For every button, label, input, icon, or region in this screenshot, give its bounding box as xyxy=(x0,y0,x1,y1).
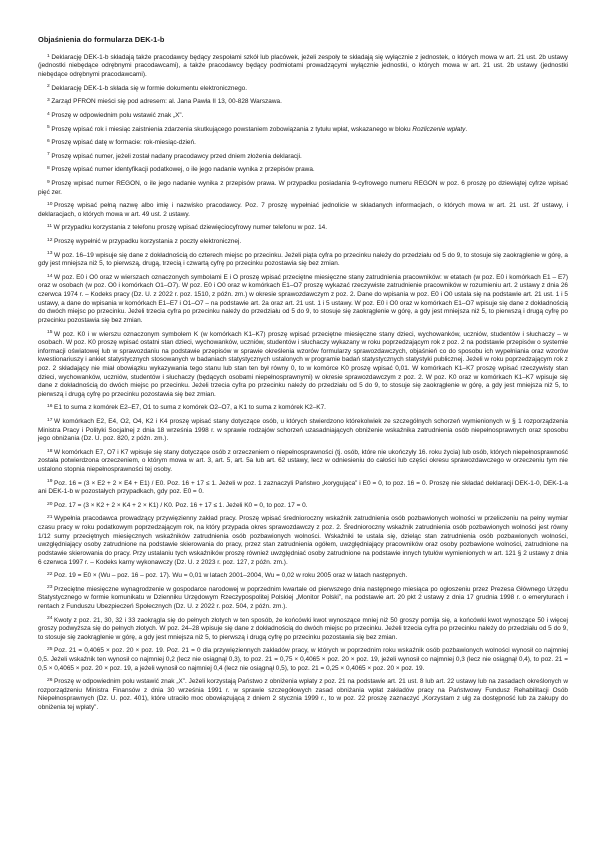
footnote-paragraph xyxy=(38,126,568,135)
footnote-paragraph xyxy=(38,252,568,269)
footnote-paragraph xyxy=(38,404,568,413)
footnote-paragraph xyxy=(38,139,568,148)
footnote-text: Proszę w odpowiednim polu wstawić znak „X”. xyxy=(51,111,184,119)
footnote-marker: 16 xyxy=(47,404,53,410)
footnote-marker: 20 xyxy=(47,501,53,507)
footnote-text: Przeciętne miesięczne wynagrodzenie w gospodarce narodowej w poprzednim kwartale od pierwszego dnia następnego miesiąca po ogłoszeniu przez Prezesa Głównego Urzędu Statystycznego w formie komunikatu w Dzienniku Urzędowym Rzeczypospolitej Polskiej „Monitor Polski”, na podstawie art. 20 pkt 2 ustawy z dnia 17 grudnia 1998 r. o emeryturach i rentach z Funduszu Ubezpieczeń Społecznych (Dz. U. z 2022 r. poz. 504, z późn. zm.). xyxy=(38,585,568,610)
footnote-paragraph xyxy=(38,449,568,475)
footnote-text: Deklarację DEK-1-b składają także pracodawcy będący zespołami szkół lub placówek, jeżeli zespoły te składają się wyłącznie z jednostek, o których mowa w art. 21 ust. 2b ustawy (jednostki niebędące odrębnymi pracodawcami), a także pracodawcy będący podmiotami prowadzącymi wyłącznie jednostki, o których mowa w art. 21 ust. 2b ustawy (jednostki niebędące odrębnymi pracodawcami). xyxy=(38,53,568,79)
footnote-paragraph xyxy=(38,202,568,219)
footnote-text: Poz. 21 = 0,4065 × poz. 20 × poz. 19. Poz. 21 = 0 dla przywięziennych zakładów pracy, w których w poprzednim roku wskaźnik osób pozbawionych wolności wynosił co najmniej 0,5. Jeżeli wskaźnik ten wynosił co najmniej 0,2 (lecz nie osiągnął 0,3), to poz. 21 = 0,75 × 0,4065 × poz. 20 × poz. 19, jeżeli wynosił co najmniej 0,3 (lecz nie osiągnął 0,4), to poz. 21 = 0,5 × 0,4065 × poz. 20 × poz. 19, a jeżeli wynosił co najmniej 0,4 (lecz nie osiągnął 0,5), to poz. 21 = 0,25 × 0,4065 × poz. 20 × poz. 19. xyxy=(38,647,568,672)
footnote-text: W komórkach E7, O7 i K7 wpisuje się stany dotyczące osób z orzeczeniem o niepełnosprawności (tj. osób, które nie ukończyły 16. roku życia) lub osób, których niepełnosprawność została potwierdzona orzeczeniem, o którym mowa w art. 3, art. 5, art. 5a lub art. 62 ustawy, lecz w odniesieniu do całości lub części okresu sprawozdawczego w orzeczeniu tym nie ustalono stopnia niepełnosprawności tej osoby. xyxy=(38,448,568,474)
footnote-text: Proszę wpisać rok i miesiąc zaistnienia zdarzenia skutkującego powstaniem zobowiązania z tytułu wpłat, wskazanego w bloku xyxy=(51,125,413,133)
footnote-text: Poz. 19 = E0 × (Wu – poz. 16 – poz. 17). Wu = 0,01 w latach 2001–2004, Wu = 0,02 w roku 2005 oraz w latach następnych. xyxy=(54,572,408,580)
footnote-marker: 10 xyxy=(47,201,53,207)
footnote-paragraph xyxy=(38,54,568,80)
footnote-paragraph xyxy=(38,502,568,511)
footnote-paragraph xyxy=(38,180,568,197)
footnote-text: Deklarację DEK-1-b składa się w formie dokumentu elektronicznego. xyxy=(51,84,248,92)
footnote-text: Poz. 16 = (3 × E2 + 2 × E4 + E1) / E0. Poz. 16 + 17 ≤ 1. Jeżeli w poz. 1 zaznaczyli Państwo „korygująca” i E0 = 0, to poz. 16 = 0. Proszę nie składać deklaracji DEK-1-0, DEK-1-a ani DEK-1-b w pozostałych przypadkach, gdy poz. E0 = 0. xyxy=(38,479,568,496)
footnote-emphasis: Rozliczenie wpłaty xyxy=(412,125,466,133)
footnote-text: Proszę w odpowiednim polu wstawić znak „X”. Jeżeli korzystają Państwo z obniżenia wpłaty z poz. 21 na podstawie art. 21 ust. 8 lub art. 22 ustawy lub na zasadach określonych w rozporządzeniu Ministra Finansów z dnia 30 września 1991 r. w sprawie szczegółowych zasad obniżania wpłat zakładów pracy na Państwowy Fundusz Rehabilitacji Osób Niepełnosprawnych (Dz. U. poz. 401), które utraciło moc obowiązującą z dniem 2 stycznia 1999 r., to w poz. 22 proszę zaznaczyć „Korzystam z ulg za dostępność lub za zakupy do obniżenia tej wpłaty”. xyxy=(38,678,568,712)
footnote-paragraph xyxy=(38,224,568,233)
footnote-marker: 1 xyxy=(47,53,50,59)
footnote-paragraph xyxy=(38,85,568,94)
footnote-marker: 19 xyxy=(47,479,53,485)
footnote-paragraph xyxy=(38,112,568,121)
footnote-text: Kwoty z poz. 21, 30, 32 i 33 zaokrągla się do pełnych złotych w ten sposób, że końcówki kwot wynoszące mniej niż 50 groszy pomija się, a końcówki kwot wynoszące 50 i więcej groszy podwyższa się do pełnych złotych. W poz. 24–28 wpisuje się dane z dokładnością do dwóch miejsc po przecinku. Jeżeli trzecia cyfra po przecinku należy do przedziału od 5 do 9, to stosuje się zaokrąglenie w górę, a gdy jest mniejsza niż 5, to pierwszą i drugą cyfrę po przecinku pozostawia się bez zmian. xyxy=(38,616,568,641)
footnote-marker: 9 xyxy=(47,179,50,185)
footnote-text: Wypełnia pracodawca prowadzący przywięzienny zakład pracy. Proszę wpisać średnioroczny wskaźnik zatrudnienia osób pozbawionych wolności w przeliczeniu na pełny wymiar czasu pracy w roku podatkowym poprzedzającym rok, na który przypada okres sprawozdawczy z poz. 2. Średnioroczny wskaźnik zatrudnienia osób pozbawionych wolności jest równy 1/12 sumy przeciętnych miesięcznych wskaźników zatrudnienia osób pozbawionych wolności. Wskaźniki te ustala się, dzieląc stan zatrudnienia osób pozbawionych wolności, uwzględniający osoby zatrudnione na podstawie skierowania do pracy, przez stan zatrudnienia ogółem, uwzględniający pracowników oraz osoby pozbawione wolności, zatrudnione na podstawie skierowania do pracy. Przy ustalaniu tych wskaźników proszę również uwzględniać osoby zatrudnione na podstawie innych tytułów wymienionych w art. 121 § 2 ustawy z dnia 6 czerwca 1997 r. – Kodeks karny wykonawczy (Dz. U. z 2023 r. poz. 127, z późn. zm.). xyxy=(38,515,568,566)
footnote-paragraph xyxy=(38,418,568,444)
footnote-text: W poz. K0 i w wierszu oznaczonym symbolem K (w komórkach K1–K7) proszę wpisać przeciętne miesięczne stany dzieci, wychowanków, uczniów, studentów i słuchaczy – w osobach. W poz. K0 proszę wpisać ostatni stan dzieci, wychowanków, uczniów, studentów i słuchaczy wykazany w roku poprzedzającym rok z poz. 2 na podstawie przepisów o systemie informacji oświatowej lub w sprawozdaniu na podstawie przepisów w sprawie określenia wzorów formularzy sprawozdawczych, objaśnień co do sposobu ich wypełniania oraz wzorów kwestionariuszy i ankiet statystycznych stosowanych w badaniach statystycznych ustalonych w programie badań statystycznych statystyki publicznej. Jeżeli w roku poprzedzającym rok z poz. 2 składający nie miał obowiązku wykazywania tego stanu lub stan ten był równy 0, to w komórce K0 proszę wpisać 0,01. W komórkach K1–K7 proszę wpisać rzeczywisty stan dzieci, wychowanków, uczniów, studentów i słuchaczy (będących osobami niepełnosprawnymi) w okresie sprawozdawczym z poz. 2. W poz. K0 oraz w komórkach K1–K7 wpisuje się dane z dokładnością do dwóch miejsc po przecinku. Jeżeli trzecia cyfra po przecinku należy do przedziału od 5 do 9, to stosuje się zaokrąglenie w górę, a gdy jest mniejsza niż 5, to pierwszą i drugą cyfrę po przecinku pozostawia się bez zmian. xyxy=(38,330,568,398)
footnote-text: Proszę wpisać numer identyfikacji podatkowej, o ile jego nadanie wynika z przepisów prawa. xyxy=(51,166,315,174)
footnote-paragraph xyxy=(38,166,568,175)
footnote-marker: 13 xyxy=(47,251,53,257)
footnote-paragraph xyxy=(38,480,568,497)
footnote-paragraph xyxy=(38,572,568,581)
footnote-marker: 17 xyxy=(47,417,53,423)
footnote-text: Proszę wpisać datę w formacie: rok-miesiąc-dzień. xyxy=(51,139,196,147)
footnote-paragraph xyxy=(38,515,568,567)
footnote-marker: 25 xyxy=(47,647,53,653)
footnote-marker: 3 xyxy=(47,98,50,104)
footnote-paragraph xyxy=(38,678,568,712)
footnote-marker: 6 xyxy=(47,138,50,144)
footnote-marker: 15 xyxy=(47,330,53,336)
footnote-marker: 4 xyxy=(47,111,50,117)
footnote-marker: 18 xyxy=(47,448,53,454)
footnote-text: Poz. 17 = (3 × K2 + 2 × K4 + 2 × K1) / K0. Poz. 16 + 17 ≤ 1. Jeżeli K0 = 0, to poz. 17 = 0. xyxy=(54,501,308,509)
footnote-paragraph xyxy=(38,586,568,612)
footnote-text: Zarząd PFRON mieści się pod adresem: al. Jana Pawła II 13, 00-828 Warszawa. xyxy=(51,98,282,106)
footnote-text: Proszę wypełnić w przypadku korzystania z poczty elektronicznej. xyxy=(54,238,242,246)
footnote-paragraph xyxy=(38,98,568,107)
footnote-marker: 7 xyxy=(47,152,50,158)
footnote-text: W przypadku korzystania z telefonu proszę wpisać dziewięciocyfrowy numer telefonu w poz. 14. xyxy=(53,224,328,232)
footnote-marker: 8 xyxy=(47,166,50,172)
footnote-text-tail: . xyxy=(465,125,468,133)
footnote-text: W poz. E0 i O0 oraz w wierszach oznaczonych symbolami E i O proszę wpisać przeciętne miesięczne stany zatrudnienia pracowników: w etatach (w poz. E0 i komórkach E1 – E7) oraz w osobach (w poz. O0 i komórkach O1–O7). W poz. E0 i O0 oraz w komórkach E1–O7 proszę wykazać rzeczywiste zatrudnienie pracowników w rozumieniu art. 2 ustawy z dnia 26 czerwca 1974 r. – Kodeks pracy (Dz. U. z 2022 r. poz. 1510, z późn. zm.) w okresie sprawozdawczym z poz. 2. Dane do wpisania w poz. E0 i O0 ustala się na podstawie art. 21 ust. 1 i 5 ustawy, a dane do wpisania w komórkach E1–E7 i O1–O7 – na podstawie art. 2a oraz art. 21 ust. 1 i 5 ustawy. W poz. E0 i O0 oraz w komórkach E1–O7 wpisuje się dane z dokładnością do dwóch miejsc po przecinku. Jeżeli trzecia cyfra po przecinku należy do przedziału od 5 do 9, to stosuje się zaokrąglenie w górę, a gdy jest mniejsza niż 5, to pierwszą i drugą cyfrę po przecinku pozostawia się bez zmian. xyxy=(38,273,568,324)
footnote-paragraph xyxy=(38,274,568,326)
footnote-text: Proszę wpisać pełną nazwę albo imię i nazwisko pracodawcy. Poz. 7 proszę wypełniać jednolicie w składanych informacjach, o których mowa w art. 21 ust. 2f ustawy, i deklaracjach, o których mowa w art. 49 ust. 2 ustawy. xyxy=(38,202,568,218)
footnote-text: W komórkach E2, E4, O2, O4, K2 i K4 proszę wpisać stany dotyczące osób, u których stwierdzono którekolwiek ze szczególnych schorzeń wymienionych w § 1 rozporządzenia Ministra Pracy i Polityki Socjalnej z dnia 18 września 1998 r. w sprawie rodzajów schorzeń uzasadniających obniżenie wskaźnika zatrudnienia osób niepełnosprawnych oraz sposobu jego obniżania (Dz. U. poz. 820, z późn. zm.). xyxy=(38,417,568,443)
footnote-text: W poz. 16–19 wpisuje się dane z dokładnością do czterech miejsc po przecinku. Jeżeli piąta cyfra po przecinku należy do przedziału od 5 do 9, to stosuje się zaokrąglenie w górę, a gdy jest mniejsza niż 5, to pierwszą, drugą, trzecią i czwartą cyfrę po przecinku pozostawia się bez zmian. xyxy=(38,251,568,268)
footnote-marker: 24 xyxy=(47,616,53,622)
footnotes-list xyxy=(38,54,568,713)
page-title: Objaśnienia do formularza DEK-1-b xyxy=(38,35,165,44)
footnote-marker: 26 xyxy=(47,677,53,683)
footnote-marker: 14 xyxy=(47,273,53,279)
footnote-paragraph xyxy=(38,617,568,643)
footnote-text: Proszę wpisać numer, jeżeli został nadany pracodawcy przed dniem złożenia deklaracji. xyxy=(51,152,302,160)
footnote-marker: 12 xyxy=(47,237,53,243)
footnote-marker: 11 xyxy=(47,224,53,230)
footnote-marker: 2 xyxy=(47,84,50,90)
footnote-text: Proszę wpisać numer REGON, o ile jego nadanie wynika z przepisów prawa. W przypadku posiadania 9-cyfrowego numeru REGON w poz. 6 proszę po dziewiątej cyfrze wpisać pięć zer. xyxy=(38,179,568,196)
footnote-paragraph xyxy=(38,153,568,162)
footnote-paragraph xyxy=(38,331,568,400)
footnote-paragraph xyxy=(38,647,568,673)
footnote-paragraph xyxy=(38,238,568,247)
footnote-marker: 5 xyxy=(47,125,50,131)
footnote-text: E1 to suma z komórek E2–E7, O1 to suma z komórek O2–O7, a K1 to suma z komórek K2–K7. xyxy=(54,404,326,412)
footnote-marker: 23 xyxy=(47,585,53,591)
footnote-marker: 21 xyxy=(47,515,53,521)
footnote-marker: 22 xyxy=(47,571,53,577)
